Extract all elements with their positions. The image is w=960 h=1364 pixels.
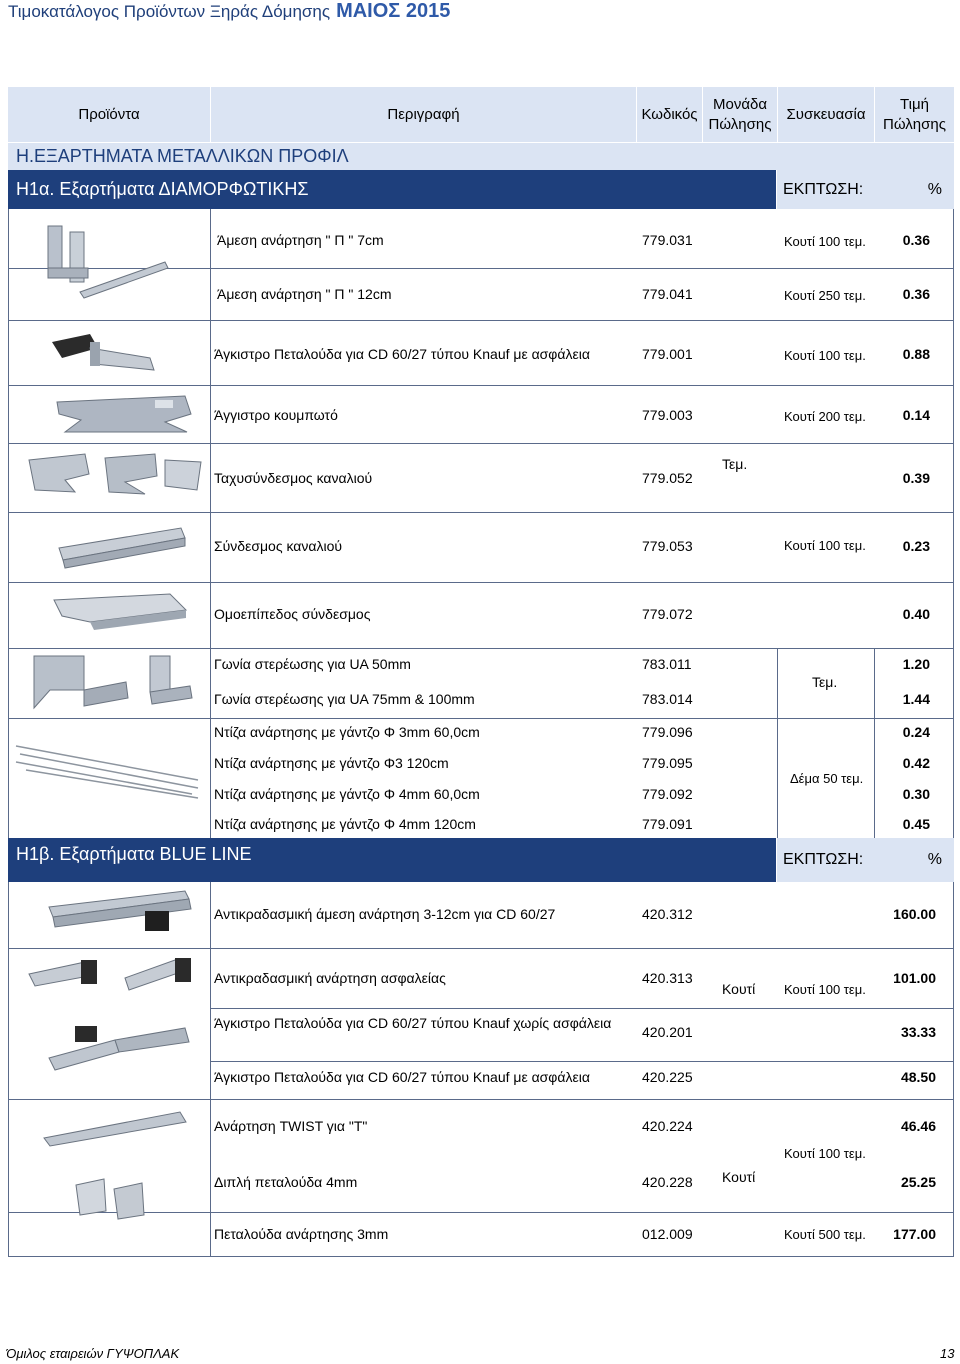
- desc-779092: Ντίζα ανάρτησης με γάντζο Φ 4mm 60,0cm: [214, 786, 480, 802]
- document-title: [8, 0, 450, 23]
- price-779053: 0.23: [902, 538, 930, 554]
- quick-connector-image: [25, 450, 205, 500]
- desc-779091: Ντίζα ανάρτησης με γάντζο Φ 4mm 120cm: [214, 816, 476, 832]
- discount-label: ΕΚΠΤΩΣΗ:: [783, 180, 864, 198]
- snap-hanger-image: [55, 392, 195, 436]
- code-779031: 779.031: [642, 232, 693, 248]
- header-products: Προϊόντα: [8, 87, 210, 142]
- desc-420228: Διπλή πεταλούδα 4mm: [214, 1174, 358, 1190]
- twist-hanger-image: [40, 1108, 190, 1148]
- title-accent: ΜΑΙΟΣ 2015: [336, 0, 451, 22]
- desc-012009: Πεταλούδα ανάρτησης 3mm: [214, 1226, 389, 1242]
- row-divider: [210, 1008, 954, 1009]
- section-h1a-bar: [8, 170, 776, 209]
- hanging-rod-image: [12, 740, 202, 800]
- price-783011: 1.20: [902, 656, 930, 672]
- row-divider: [210, 1061, 954, 1062]
- discount-unit: %: [927, 851, 942, 868]
- price-779072: 0.40: [902, 606, 930, 622]
- price-779091: 0.45: [902, 816, 930, 832]
- row-divider: [8, 582, 954, 583]
- code-012009: 012.009: [642, 1226, 693, 1242]
- double-butterfly-image: [70, 1175, 150, 1225]
- price-012009: 177.00: [893, 1226, 936, 1242]
- code-420225: 420.225: [642, 1069, 693, 1085]
- price-779092: 0.30: [902, 786, 930, 802]
- price-779096: 0.24: [902, 724, 930, 740]
- pack-779003: Κουτί 200 τεμ.: [784, 409, 866, 424]
- section-h-label: Η.ΕΞΑΡΤΗΜΑΤΑ ΜΕΤΑΛΛΙΚΩΝ ΠΡΟΦΙΛ: [16, 146, 349, 166]
- code-420313: 420.313: [642, 970, 693, 986]
- col-divider: [953, 209, 954, 838]
- row-divider: [8, 443, 954, 444]
- col-divider: [8, 209, 9, 838]
- code-779041: 779.041: [642, 286, 693, 302]
- anti-vibration-hanger-image: [45, 887, 195, 937]
- price-783014: 1.44: [902, 691, 930, 707]
- header-price: Τιμή Πώλησης: [875, 87, 954, 142]
- code-779096: 779.096: [642, 724, 693, 740]
- code-779072: 779.072: [642, 606, 693, 622]
- price-779041: 0.36: [902, 286, 930, 302]
- discount-unit: %: [927, 180, 942, 198]
- code-420228: 420.228: [642, 1174, 693, 1190]
- desc-420312: Αντικραδασμική άμεση ανάρτηση 3-12cm για CD 60/27: [214, 906, 556, 922]
- row-divider: [8, 320, 954, 321]
- section-h-title: [8, 143, 954, 170]
- code-420312: 420.312: [642, 906, 693, 922]
- price-420313: 101.00: [893, 970, 936, 986]
- title-text: Τιμοκατάλογος Προϊόντων Ξηράς Δόμησης: [8, 2, 331, 21]
- row-divider: [8, 718, 954, 719]
- pack-kouti-100-b: Κουτί 100 τεμ.: [784, 1146, 866, 1161]
- code-779053: 779.053: [642, 538, 693, 554]
- desc-420225: Άγκιστρο Πεταλούδα για CD 60/27 τύπου Knauf με ασφάλεια: [214, 1069, 590, 1085]
- hanger-p-image: [40, 222, 170, 302]
- price-420228: 25.25: [900, 1174, 936, 1190]
- desc-779052: Ταχυσύνδεσμος καναλιού: [214, 470, 373, 486]
- pack-kouti-100-a: Κουτί 100 τεμ.: [784, 982, 866, 997]
- section-h1a-discount: [777, 170, 954, 209]
- code-420201: 420.201: [642, 1024, 693, 1040]
- price-779001: 0.88: [902, 346, 930, 362]
- desc-779072: Ομοεπίπεδος σύνδεσμος: [214, 606, 371, 622]
- unit-kouti-2: Κουτί: [722, 1169, 756, 1185]
- header-unit: Μονάδα Πώλησης: [703, 87, 777, 142]
- pack-dema: Δέμα 50 τεμ.: [790, 771, 864, 786]
- price-779031: 0.36: [902, 232, 930, 248]
- col-divider: [8, 882, 9, 1256]
- row-divider: [8, 948, 954, 949]
- unit-tem-main: Τεμ.: [722, 456, 748, 472]
- desc-779031: Άμεση ανάρτηση " Π " 7cm: [217, 232, 384, 248]
- coplanar-connector-image: [50, 590, 190, 632]
- price-420225: 48.50: [900, 1069, 936, 1085]
- header-description: Περιγραφή: [211, 87, 636, 142]
- channel-connector-image: [55, 522, 190, 572]
- price-779003: 0.14: [902, 407, 930, 423]
- code-779095: 779.095: [642, 755, 693, 771]
- pack-779041: Κουτί 250 τεμ.: [784, 288, 866, 303]
- pack-779001: Κουτί 100 τεμ.: [784, 348, 866, 363]
- code-779003: 779.003: [642, 407, 693, 423]
- col-divider: [210, 209, 211, 838]
- code-783014: 783.014: [642, 691, 693, 707]
- section-h1b-label: Η1β. Εξαρτήματα BLUE LINE: [16, 844, 252, 864]
- price-779095: 0.42: [902, 755, 930, 771]
- desc-420224: Ανάρτηση TWIST για "T": [214, 1118, 368, 1134]
- footer-company: Όμιλος εταιρειών ΓΥΨΟΠΛΑΚ: [6, 1346, 180, 1361]
- code-779001: 779.001: [642, 346, 693, 362]
- section-h1b-bar: [8, 838, 776, 882]
- angle-bracket-image: [30, 652, 195, 714]
- header-code: Κωδικός: [637, 87, 702, 142]
- desc-779003: Άγγιστρο κουμπωτό: [214, 407, 338, 423]
- unit-kouti-1: Κουτί: [722, 981, 756, 997]
- pack-779053: Κουτί 100 τεμ.: [784, 538, 866, 553]
- col-divider: [874, 648, 875, 838]
- row-divider: [8, 385, 954, 386]
- row-divider: [8, 648, 954, 649]
- butterfly-hook-image: [50, 328, 160, 380]
- desc-779041: Άμεση ανάρτηση " Π " 12cm: [217, 286, 392, 302]
- desc-779096: Ντίζα ανάρτησης με γάντζο Φ 3mm 60,0cm: [214, 724, 480, 740]
- code-779092: 779.092: [642, 786, 693, 802]
- desc-779001: Άγκιστρο Πεταλούδα για CD 60/27 τύπου Knauf με ασφάλεια: [214, 346, 590, 362]
- section-h1b-discount: [777, 838, 954, 882]
- desc-420313: Αντικραδασμική ανάρτηση ασφαλείας: [214, 970, 446, 986]
- footer-page-number: 13: [940, 1346, 955, 1361]
- col-divider: [953, 882, 954, 1256]
- row-divider: [8, 512, 954, 513]
- desc-420201-line1: Άγκιστρο Πεταλούδα για CD 60/27 τύπου Knauf χωρίς ασφάλεια: [214, 1015, 612, 1031]
- row-divider: [8, 1099, 954, 1100]
- pack-779031: Κουτί 100 τεμ.: [784, 234, 866, 249]
- code-779091: 779.091: [642, 816, 693, 832]
- pack-012009: Κουτί 500 τεμ.: [784, 1227, 866, 1242]
- price-420312: 160.00: [893, 906, 936, 922]
- section-h1a-label: Η1α. Εξαρτήματα ΔΙΑΜΟΡΦΩΤΙΚΗΣ: [16, 179, 309, 199]
- butterfly-no-safety-image: [45, 1018, 195, 1093]
- col-divider: [210, 882, 211, 1256]
- price-779052: 0.39: [902, 470, 930, 486]
- price-420224: 46.46: [900, 1118, 936, 1134]
- safety-hanger-image: [25, 952, 210, 1004]
- desc-783014: Γωνία στερέωσης για UA 75mm & 100mm: [214, 691, 475, 707]
- code-783011: 783.011: [642, 656, 692, 672]
- col-divider: [777, 648, 778, 838]
- discount-label: ΕΚΠΤΩΣΗ:: [783, 851, 864, 868]
- code-420224: 420.224: [642, 1118, 693, 1134]
- code-779052: 779.052: [642, 470, 693, 486]
- header-packaging: Συσκευασία: [778, 87, 874, 142]
- price-420201: 33.33: [900, 1024, 936, 1040]
- row-divider: [8, 1256, 954, 1257]
- desc-783011: Γωνία στερέωσης για UA 50mm: [214, 656, 411, 672]
- desc-779095: Ντίζα ανάρτησης με γάντζο Φ3 120cm: [214, 755, 449, 771]
- desc-779053: Σύνδεσμος καναλιού: [214, 538, 343, 554]
- unit-tem-angle: Τεμ.: [812, 674, 838, 690]
